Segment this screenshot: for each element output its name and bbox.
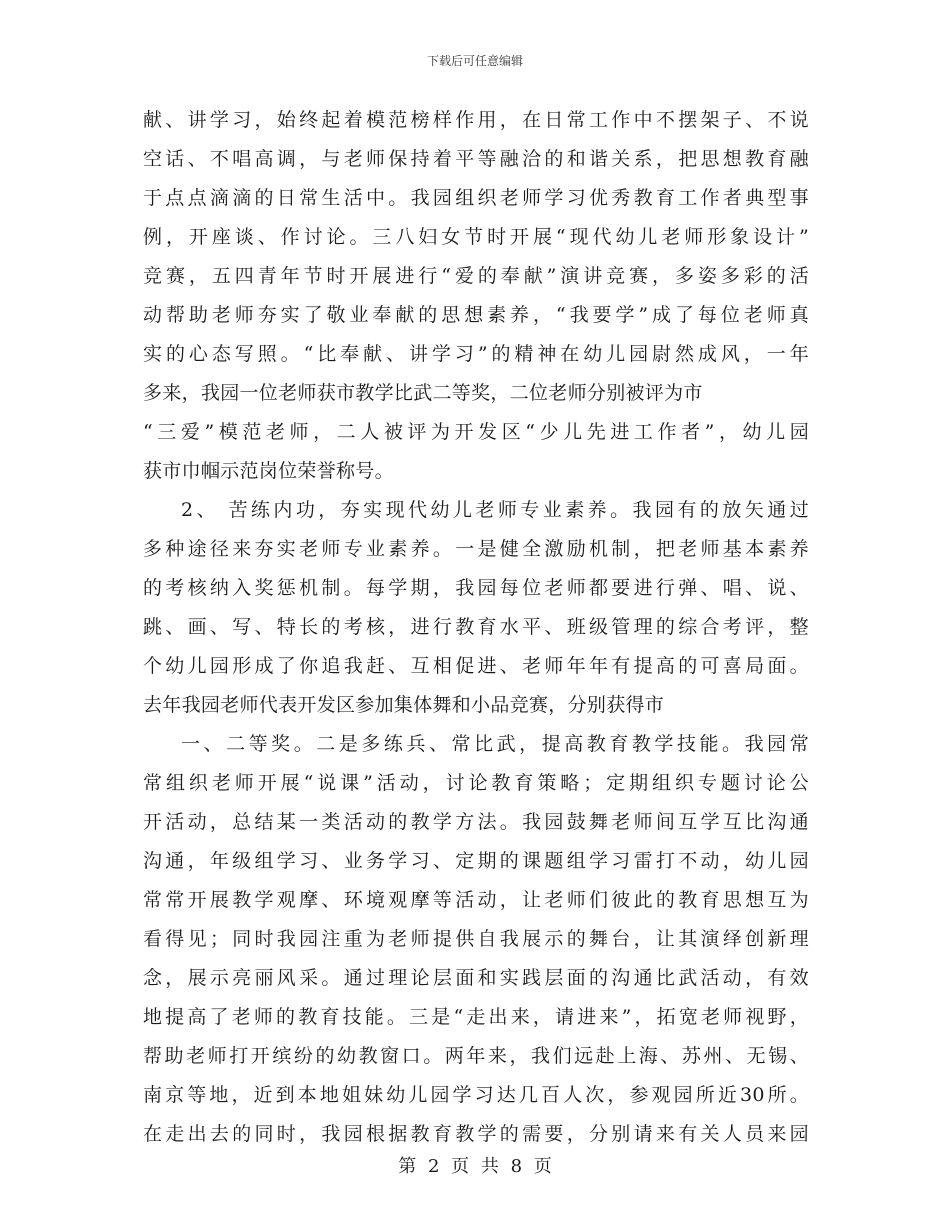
text-line: 一、二等奖。二是多练兵、常比武，提高教育教学技能。我园常 (181, 733, 809, 755)
text-line: 个幼儿园形成了你追我赶、互相促进、老师年年有提高的可喜局面。 (143, 655, 809, 677)
page-footer: 第 2 页 共 8 页 (398, 1156, 552, 1177)
text-line: 实的心态写照。“比奉献、讲学习”的精神在幼儿园尉然成风，一年 (143, 343, 809, 365)
text-line: 竞赛，五四青年节时开展进行“爱的奉献”演讲竞赛，多姿多彩的活 (143, 265, 809, 287)
text-line: 沟通，年级组学习、业务学习、定期的课题组学习雷打不动，幼儿园 (143, 850, 809, 872)
text-line: 念，展示亮丽风采。通过理论层面和实践层面的沟通比武活动，有效 (143, 967, 809, 989)
text-line: 多来，我园一位老师获市教学比武二等奖，二位老师分别被评为市 (143, 382, 703, 404)
document-body (143, 101, 809, 1154)
text-line: 开活动，总结某一类活动的教学方法。我园鼓舞老师间互学互比沟通 (143, 811, 809, 833)
text-line: 跳、画、写、特长的考核，进行教育水平、班级管理的综合考评，整 (143, 616, 809, 638)
text-line: 2、 苦练内功，夯实现代幼儿老师专业素养。我园有的放矢通过 (181, 499, 809, 521)
text-line: 动帮助老师夯实了敬业奉献的思想素养，“我要学”成了每位老师真 (143, 304, 809, 326)
text-line: 在走出去的同时，我园根据教育教学的需要，分别请来有关人员来园 (143, 1123, 809, 1145)
text-line: 的考核纳入奖惩机制。每学期，我园每位老师都要进行弹、唱、说、 (143, 577, 809, 599)
text-line: 地提高了老师的教育技能。三是“走出来，请进来”，拓宽老师视野， (143, 1006, 809, 1028)
text-line: 常常开展教学观摩、环境观摩等活动，让老师们彼此的教育思想互为 (143, 889, 809, 911)
text-line: 帮助老师打开缤纷的幼教窗口。两年来，我们远赴上海、苏州、无锡、 (143, 1045, 809, 1067)
text-line: 献、讲学习，始终起着模范榜样作用，在日常工作中不摆架子、不说 (143, 109, 809, 131)
paragraph-1 (143, 101, 809, 491)
text-line: 常组织老师开展“说课”活动，讨论教育策略；定期组织专题讨论公 (143, 772, 809, 794)
text-line: 于点点滴滴的日常生活中。我园组织老师学习优秀教育工作者典型事 (143, 187, 809, 209)
page-header: 下载后可任意编辑 (426, 54, 523, 68)
text-line: 空话、不唱高调，与老师保持着平等融洽的和谐关系，把思想教育融 (143, 148, 809, 170)
text-line: 看得见；同时我园注重为老师提供自我展示的舞台，让其演绎创新理 (143, 928, 809, 950)
paragraph-2 (143, 491, 809, 725)
text-line: 获市巾帼示范岗位荣誉称号。 (143, 460, 394, 482)
text-line: 多种途径来夯实老师专业素养。一是健全激励机制，把老师基本素养 (143, 538, 809, 560)
text-line: 南京等地，近到本地姐妹幼儿园学习达几百人次，参观园所近30所。 (143, 1084, 809, 1106)
text-line: 例，开座谈、作讨论。三八妇女节时开展“现代幼儿老师形象设计” (143, 226, 809, 248)
text-line: “三爱”模范老师，二人被评为开发区“少儿先进工作者”，幼儿园 (143, 421, 809, 443)
paragraph-3 (143, 725, 809, 1154)
text-line: 去年我园老师代表开发区参加集体舞和小品竞赛，分别获得市 (143, 694, 665, 716)
